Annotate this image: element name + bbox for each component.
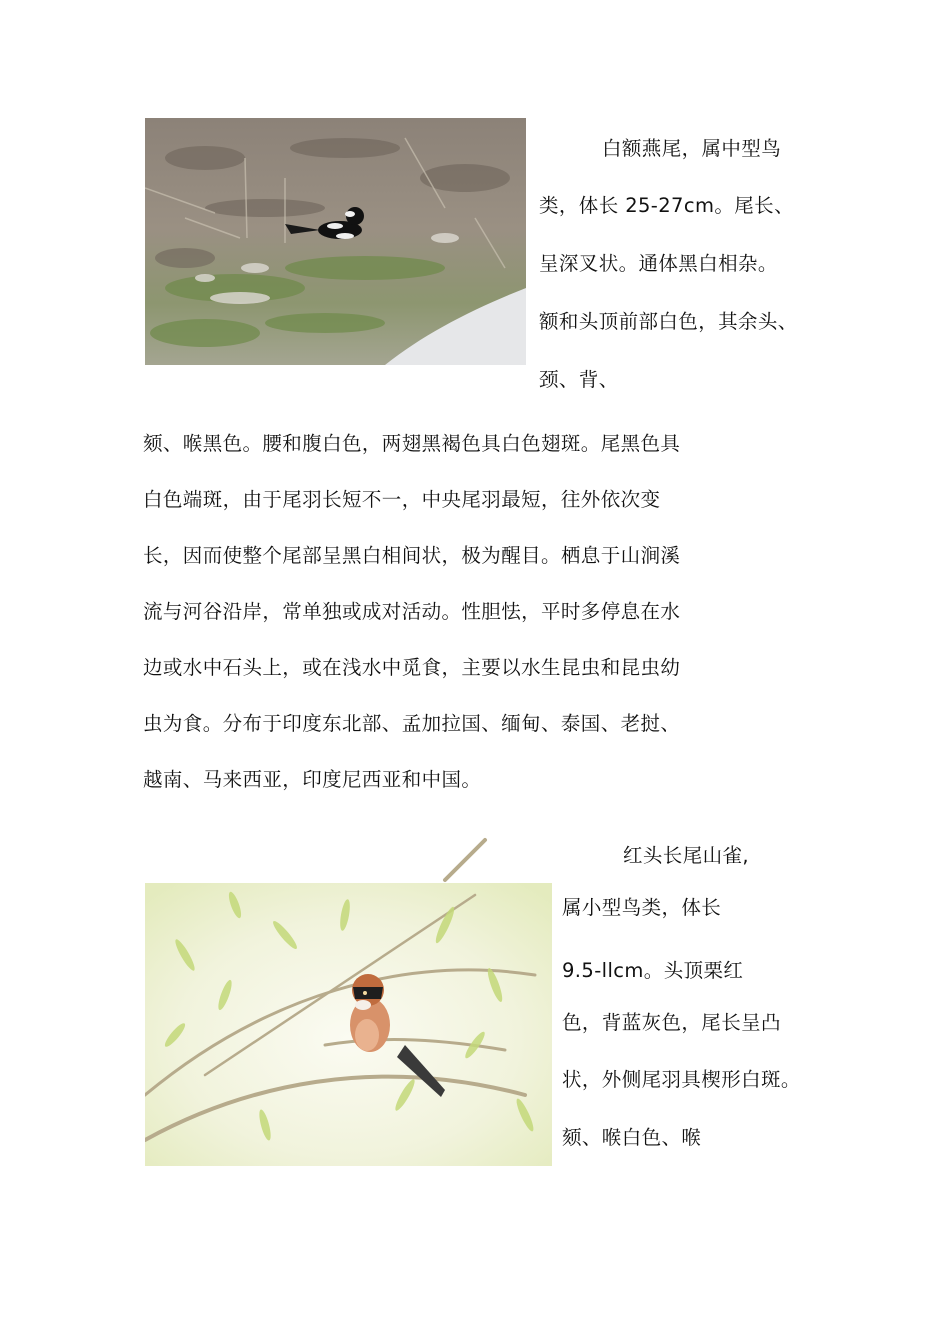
side2-text-line-6: 颏、喉白色、喉 [562,1126,702,1149]
body-text-line-3: 长，因而使整个尾部呈黑白相间状，极为醒目。栖息于山涧溪 [143,544,681,567]
side-text-line-1: 白额燕尾，属中型鸟 [602,137,782,160]
side2-text-line-1: 红头长尾山雀, [623,844,749,867]
body-text-line-2: 白色端斑，由于尾羽长短不一，中央尾羽最短，往外依次变 [143,488,661,511]
side2-text-line-4: 色，背蓝灰色，尾长呈凸 [562,1011,781,1034]
body-text-line-7: 越南、马来西亚，印度尼西亚和中国。 [143,768,482,791]
body-text-line-5: 边或水中石头上，或在浅水中觅食，主要以水生昆虫和昆虫幼 [143,656,681,679]
side2-text-line-5: 状，外侧尾羽具楔形白斑。 [562,1068,801,1091]
side2-text-line-3: 9.5-llcm。头顶栗红 [562,959,744,982]
forktail-photo [145,118,526,365]
body-text-line-4: 流与河谷沿岸，常单独或成对活动。性胆怯，平时多停息在水 [143,600,681,623]
side2-text-line-2: 属小型鸟类，体长 [562,896,722,919]
body-text-line-1: 颏、喉黑色。腰和腹白色，两翅黑褐色具白色翅斑。尾黑色具 [143,432,681,455]
body-text-line-6: 虫为食。分布于印度东北部、孟加拉国、缅甸、泰国、老挝、 [143,712,681,735]
side-text-line-5: 颈、背、 [539,368,619,391]
side-text-line-2: 类，体长 25-27cm。尾长、 [539,194,794,217]
side-text-line-4: 额和头顶前部白色，其余头、 [539,310,798,333]
bushtit-photo [145,835,552,1166]
side-text-line-3: 呈深叉状。通体黑白相杂。 [539,252,778,275]
